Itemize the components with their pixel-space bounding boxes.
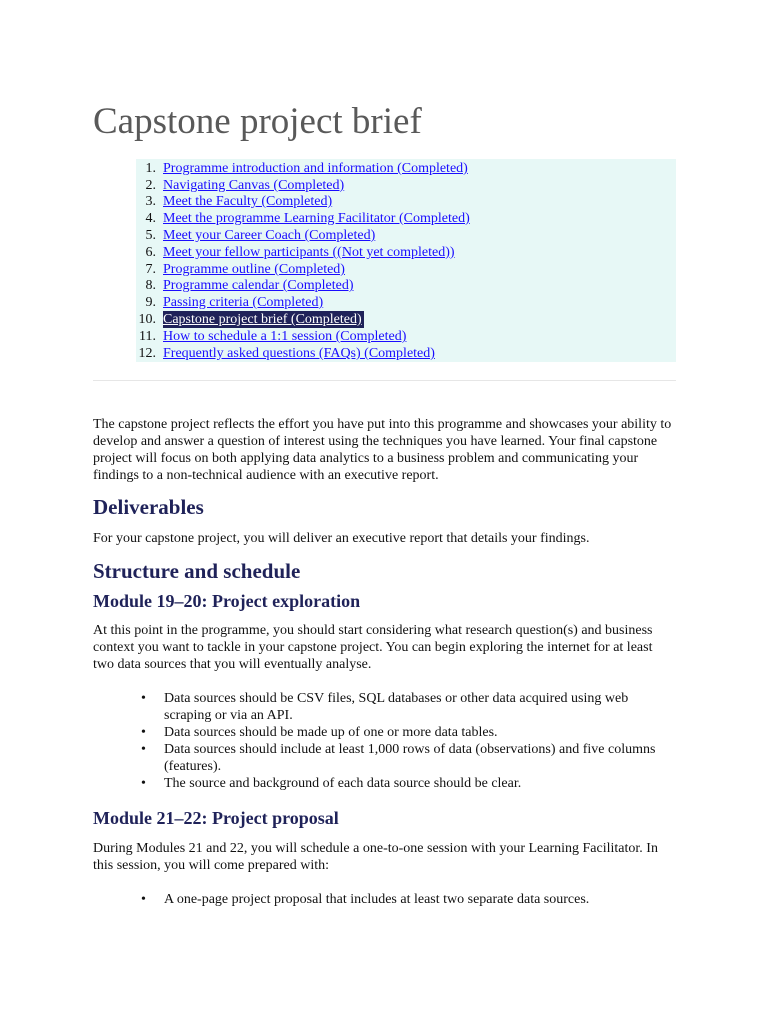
deliverables-heading: Deliverables <box>93 495 204 519</box>
toc-number: 8. <box>145 278 156 293</box>
toc-link[interactable]: Programme introduction and information (Completed) <box>163 161 468 176</box>
deliverables-paragraph: For your capstone project, you will deliver an executive report that details your findings. <box>93 531 590 546</box>
toc-number: 10. <box>138 312 156 327</box>
toc-link[interactable]: Programme calendar (Completed) <box>163 278 354 293</box>
module-19-20-heading: Module 19–20: Project exploration <box>93 591 361 611</box>
toc-link[interactable]: Meet the programme Learning Facilitator (Completed) <box>163 211 470 226</box>
bullet: • <box>141 725 146 740</box>
list-item <box>93 891 676 908</box>
intro-paragraph: The capstone project reflects the effort you have put into this programme and showcases your ability to develop and answer a question of interest using the techniques you have learned. Your final capstone project will focus on both applying data analytics to a business problem and communicating your findings to a non-technical audience with an executive report. <box>93 417 672 483</box>
toc-link[interactable]: Meet your fellow participants ((Not yet completed)) <box>163 245 455 260</box>
toc-number: 6. <box>145 245 156 260</box>
list-item-text: Data sources should be made up of one or more data tables. <box>164 725 498 740</box>
toc-number: 11. <box>139 329 156 344</box>
module-21-22-heading: Module 21–22: Project proposal <box>93 808 339 828</box>
list-item-text: A one-page project proposal that includes at least two separate data sources. <box>164 892 590 907</box>
bullet: • <box>141 691 146 706</box>
toc-number: 2. <box>145 178 156 193</box>
toc-link[interactable]: Programme outline (Completed) <box>163 262 345 277</box>
toc-link-current[interactable]: Capstone project brief (Completed) <box>163 312 362 327</box>
list-item <box>93 775 676 792</box>
toc-number: 3. <box>145 194 156 209</box>
toc-number: 12. <box>138 346 156 361</box>
toc-link[interactable]: Meet your Career Coach (Completed) <box>163 228 376 243</box>
list-item <box>93 724 676 741</box>
table-of-contents <box>136 159 676 362</box>
list-item-text: Data sources should be CSV files, SQL databases or other data acquired using web scraping or via an API. <box>164 691 629 723</box>
structure-heading: Structure and schedule <box>93 559 301 583</box>
list-item-text: Data sources should include at least 1,000 rows of data (observations) and five columns (features). <box>164 742 656 774</box>
module-19-20-list <box>93 690 676 792</box>
toc-number: 4. <box>145 211 156 226</box>
toc-number: 1. <box>145 161 156 176</box>
bullet: • <box>141 892 146 907</box>
list-item <box>93 690 676 724</box>
list-item <box>93 741 676 775</box>
section-divider <box>93 380 676 381</box>
bullet: • <box>141 776 146 791</box>
toc-number: 7. <box>145 262 156 277</box>
module-19-20-paragraph: At this point in the programme, you should start considering what research question(s) and business context you want to tackle in your capstone project. You can begin exploring the internet for at least two data sources that you will eventually analyse. <box>93 623 653 672</box>
page-title: Capstone project brief <box>93 101 422 142</box>
toc-link[interactable]: Passing criteria (Completed) <box>163 295 324 310</box>
toc-link[interactable]: Frequently asked questions (FAQs) (Completed) <box>163 346 435 361</box>
list-item-text: The source and background of each data source should be clear. <box>164 776 522 791</box>
toc-link[interactable]: How to schedule a 1:1 session (Completed) <box>163 329 407 344</box>
toc-link[interactable]: Navigating Canvas (Completed) <box>163 178 345 193</box>
module-21-22-paragraph: During Modules 21 and 22, you will schedule a one-to-one session with your Learning Facilitator. In this session, you will come prepared with: <box>93 841 658 873</box>
bullet: • <box>141 742 146 757</box>
toc-number: 9. <box>145 295 156 310</box>
toc-link[interactable]: Meet the Faculty (Completed) <box>163 194 333 209</box>
toc-number: 5. <box>145 228 156 243</box>
module-21-22-list <box>93 891 676 908</box>
